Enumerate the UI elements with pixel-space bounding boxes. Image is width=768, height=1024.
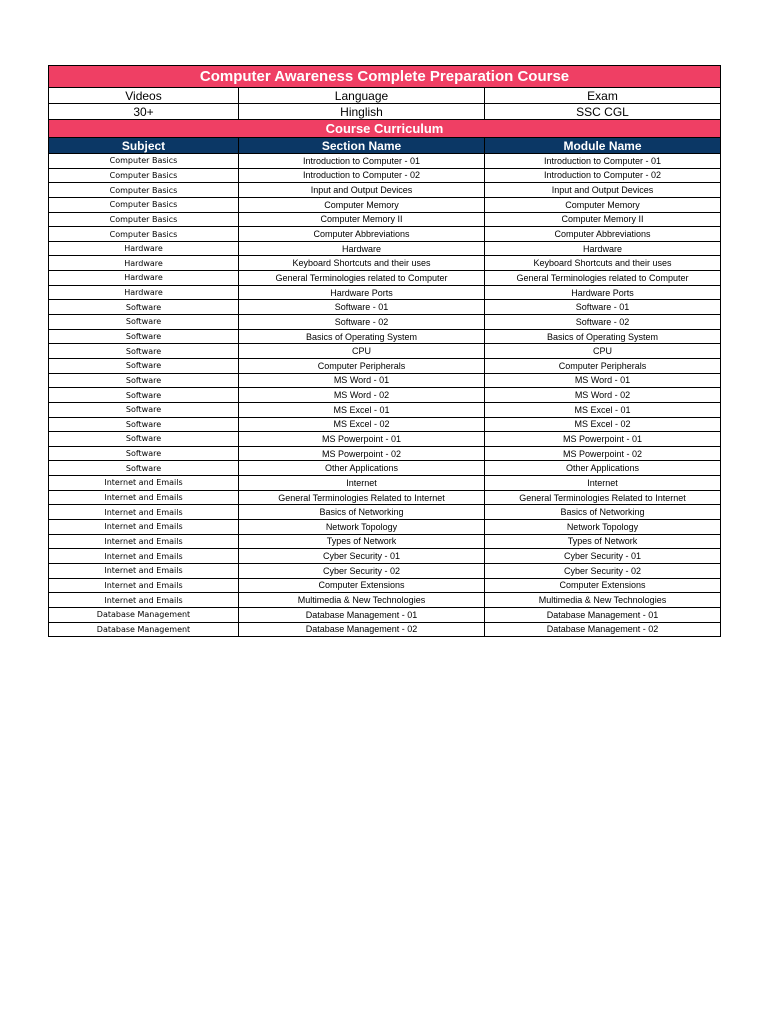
table-row (49, 197, 721, 212)
section-name-cell: Computer Peripherals (239, 358, 485, 373)
module-name-cell: MS Excel - 02 (485, 417, 721, 432)
subject-cell: Computer Basics (49, 212, 239, 227)
subject-cell: Software (49, 329, 239, 344)
subject-cell: Hardware (49, 256, 239, 271)
module-name-cell: Cyber Security - 02 (485, 563, 721, 578)
module-name-cell: Computer Peripherals (485, 358, 721, 373)
module-name-cell: Internet (485, 476, 721, 491)
module-name-cell: Introduction to Computer - 01 (485, 154, 721, 169)
info-header-row (49, 88, 721, 104)
module-name-cell: Hardware (485, 241, 721, 256)
module-name-cell: Introduction to Computer - 02 (485, 168, 721, 183)
table-row (49, 154, 721, 169)
module-name-cell: Computer Extensions (485, 578, 721, 593)
module-name-cell: MS Powerpoint - 01 (485, 432, 721, 447)
subject-cell: Hardware (49, 241, 239, 256)
module-name-cell: Other Applications (485, 461, 721, 476)
column-header-row (49, 138, 721, 154)
subject-cell: Software (49, 315, 239, 330)
subject-cell: Internet and Emails (49, 578, 239, 593)
module-name-cell: CPU (485, 344, 721, 359)
table-row (49, 520, 721, 535)
module-name-cell: Computer Memory (485, 197, 721, 212)
table-row (49, 212, 721, 227)
section-name-cell: Types of Network (239, 534, 485, 549)
subject-cell: Internet and Emails (49, 520, 239, 535)
table-row (49, 227, 721, 242)
section-name-cell: Basics of Networking (239, 505, 485, 520)
subject-cell: Software (49, 373, 239, 388)
subject-cell: Software (49, 344, 239, 359)
module-name-cell: Database Management - 02 (485, 622, 721, 637)
module-name-cell: Software - 01 (485, 300, 721, 315)
section-name-cell: Hardware Ports (239, 285, 485, 300)
info-header-exam: Exam (485, 88, 721, 104)
table-row (49, 432, 721, 447)
subject-cell: Database Management (49, 607, 239, 622)
table-row (49, 534, 721, 549)
subject-cell: Internet and Emails (49, 476, 239, 491)
subject-cell: Computer Basics (49, 183, 239, 198)
section-name-cell: Cyber Security - 02 (239, 563, 485, 578)
subject-cell: Hardware (49, 271, 239, 286)
module-name-cell: General Terminologies related to Computer (485, 271, 721, 286)
subject-cell: Software (49, 358, 239, 373)
info-value-language: Hinglish (239, 104, 485, 120)
table-row (49, 490, 721, 505)
table-row (49, 607, 721, 622)
section-name-cell: Input and Output Devices (239, 183, 485, 198)
section-name-cell: Database Management - 01 (239, 607, 485, 622)
column-header-section: Section Name (239, 138, 485, 154)
info-value-videos: 30+ (49, 104, 239, 120)
subject-cell: Internet and Emails (49, 563, 239, 578)
table-row (49, 358, 721, 373)
subject-cell: Software (49, 446, 239, 461)
table-row (49, 241, 721, 256)
table-row (49, 461, 721, 476)
curriculum-title: Course Curriculum (49, 120, 721, 138)
module-name-cell: Database Management - 01 (485, 607, 721, 622)
section-name-cell: Computer Memory II (239, 212, 485, 227)
section-name-cell: Cyber Security - 01 (239, 549, 485, 564)
subject-cell: Computer Basics (49, 197, 239, 212)
section-name-cell: MS Word - 01 (239, 373, 485, 388)
subject-cell: Computer Basics (49, 154, 239, 169)
column-header-module: Module Name (485, 138, 721, 154)
module-name-cell: Types of Network (485, 534, 721, 549)
subject-cell: Database Management (49, 622, 239, 637)
subject-cell: Software (49, 300, 239, 315)
subject-cell: Software (49, 402, 239, 417)
subject-cell: Software (49, 461, 239, 476)
section-name-cell: Hardware (239, 241, 485, 256)
module-name-cell: MS Excel - 01 (485, 402, 721, 417)
section-name-cell: Introduction to Computer - 01 (239, 154, 485, 169)
subject-cell: Internet and Emails (49, 593, 239, 608)
table-row (49, 622, 721, 637)
section-name-cell: Computer Memory (239, 197, 485, 212)
table-row (49, 549, 721, 564)
section-name-cell: MS Word - 02 (239, 388, 485, 403)
section-name-cell: Multimedia & New Technologies (239, 593, 485, 608)
table-row (49, 271, 721, 286)
table-row (49, 593, 721, 608)
section-name-cell: MS Powerpoint - 02 (239, 446, 485, 461)
module-name-cell: Basics of Networking (485, 505, 721, 520)
section-name-cell: Database Management - 02 (239, 622, 485, 637)
section-name-cell: MS Excel - 02 (239, 417, 485, 432)
module-name-cell: Software - 02 (485, 315, 721, 330)
module-name-cell: Basics of Operating System (485, 329, 721, 344)
table-row (49, 578, 721, 593)
section-name-cell: General Terminologies Related to Internet (239, 490, 485, 505)
info-header-videos: Videos (49, 88, 239, 104)
section-name-cell: MS Powerpoint - 01 (239, 432, 485, 447)
subject-cell: Computer Basics (49, 168, 239, 183)
section-name-cell: Basics of Operating System (239, 329, 485, 344)
section-name-cell: Keyboard Shortcuts and their uses (239, 256, 485, 271)
subject-cell: Software (49, 388, 239, 403)
table-row (49, 563, 721, 578)
subject-cell: Software (49, 432, 239, 447)
table-row (49, 168, 721, 183)
table-row (49, 505, 721, 520)
table-row (49, 388, 721, 403)
info-header-language: Language (239, 88, 485, 104)
module-name-cell: Hardware Ports (485, 285, 721, 300)
section-name-cell: Software - 01 (239, 300, 485, 315)
table-row (49, 315, 721, 330)
module-name-cell: MS Word - 01 (485, 373, 721, 388)
module-name-cell: Cyber Security - 01 (485, 549, 721, 564)
section-name-cell: Computer Extensions (239, 578, 485, 593)
table-row (49, 300, 721, 315)
module-name-cell: Input and Output Devices (485, 183, 721, 198)
section-name-cell: Other Applications (239, 461, 485, 476)
course-title: Computer Awareness Complete Preparation Course (49, 66, 721, 88)
section-name-cell: General Terminologies related to Computer (239, 271, 485, 286)
module-name-cell: General Terminologies Related to Internet (485, 490, 721, 505)
table-row (49, 417, 721, 432)
table-row (49, 476, 721, 491)
subject-cell: Hardware (49, 285, 239, 300)
module-name-cell: Network Topology (485, 520, 721, 535)
module-name-cell: Computer Memory II (485, 212, 721, 227)
title-row (49, 66, 721, 88)
table-row (49, 373, 721, 388)
course-table-body (49, 66, 721, 637)
table-row (49, 344, 721, 359)
module-name-cell: Multimedia & New Technologies (485, 593, 721, 608)
section-name-cell: Computer Abbreviations (239, 227, 485, 242)
info-value-row (49, 104, 721, 120)
course-table (48, 65, 721, 637)
module-name-cell: MS Word - 02 (485, 388, 721, 403)
subject-cell: Software (49, 417, 239, 432)
section-name-cell: MS Excel - 01 (239, 402, 485, 417)
module-name-cell: MS Powerpoint - 02 (485, 446, 721, 461)
module-name-cell: Keyboard Shortcuts and their uses (485, 256, 721, 271)
section-name-cell: CPU (239, 344, 485, 359)
section-name-cell: Introduction to Computer - 02 (239, 168, 485, 183)
table-row (49, 256, 721, 271)
column-header-subject: Subject (49, 138, 239, 154)
table-row (49, 446, 721, 461)
table-row (49, 183, 721, 198)
subject-cell: Internet and Emails (49, 549, 239, 564)
info-value-exam: SSC CGL (485, 104, 721, 120)
table-row (49, 402, 721, 417)
section-name-cell: Software - 02 (239, 315, 485, 330)
table-row (49, 329, 721, 344)
module-name-cell: Computer Abbreviations (485, 227, 721, 242)
subject-cell: Internet and Emails (49, 505, 239, 520)
section-name-cell: Internet (239, 476, 485, 491)
section-name-cell: Network Topology (239, 520, 485, 535)
subject-cell: Internet and Emails (49, 534, 239, 549)
table-row (49, 285, 721, 300)
curriculum-title-row (49, 120, 721, 138)
subject-cell: Computer Basics (49, 227, 239, 242)
subject-cell: Internet and Emails (49, 490, 239, 505)
